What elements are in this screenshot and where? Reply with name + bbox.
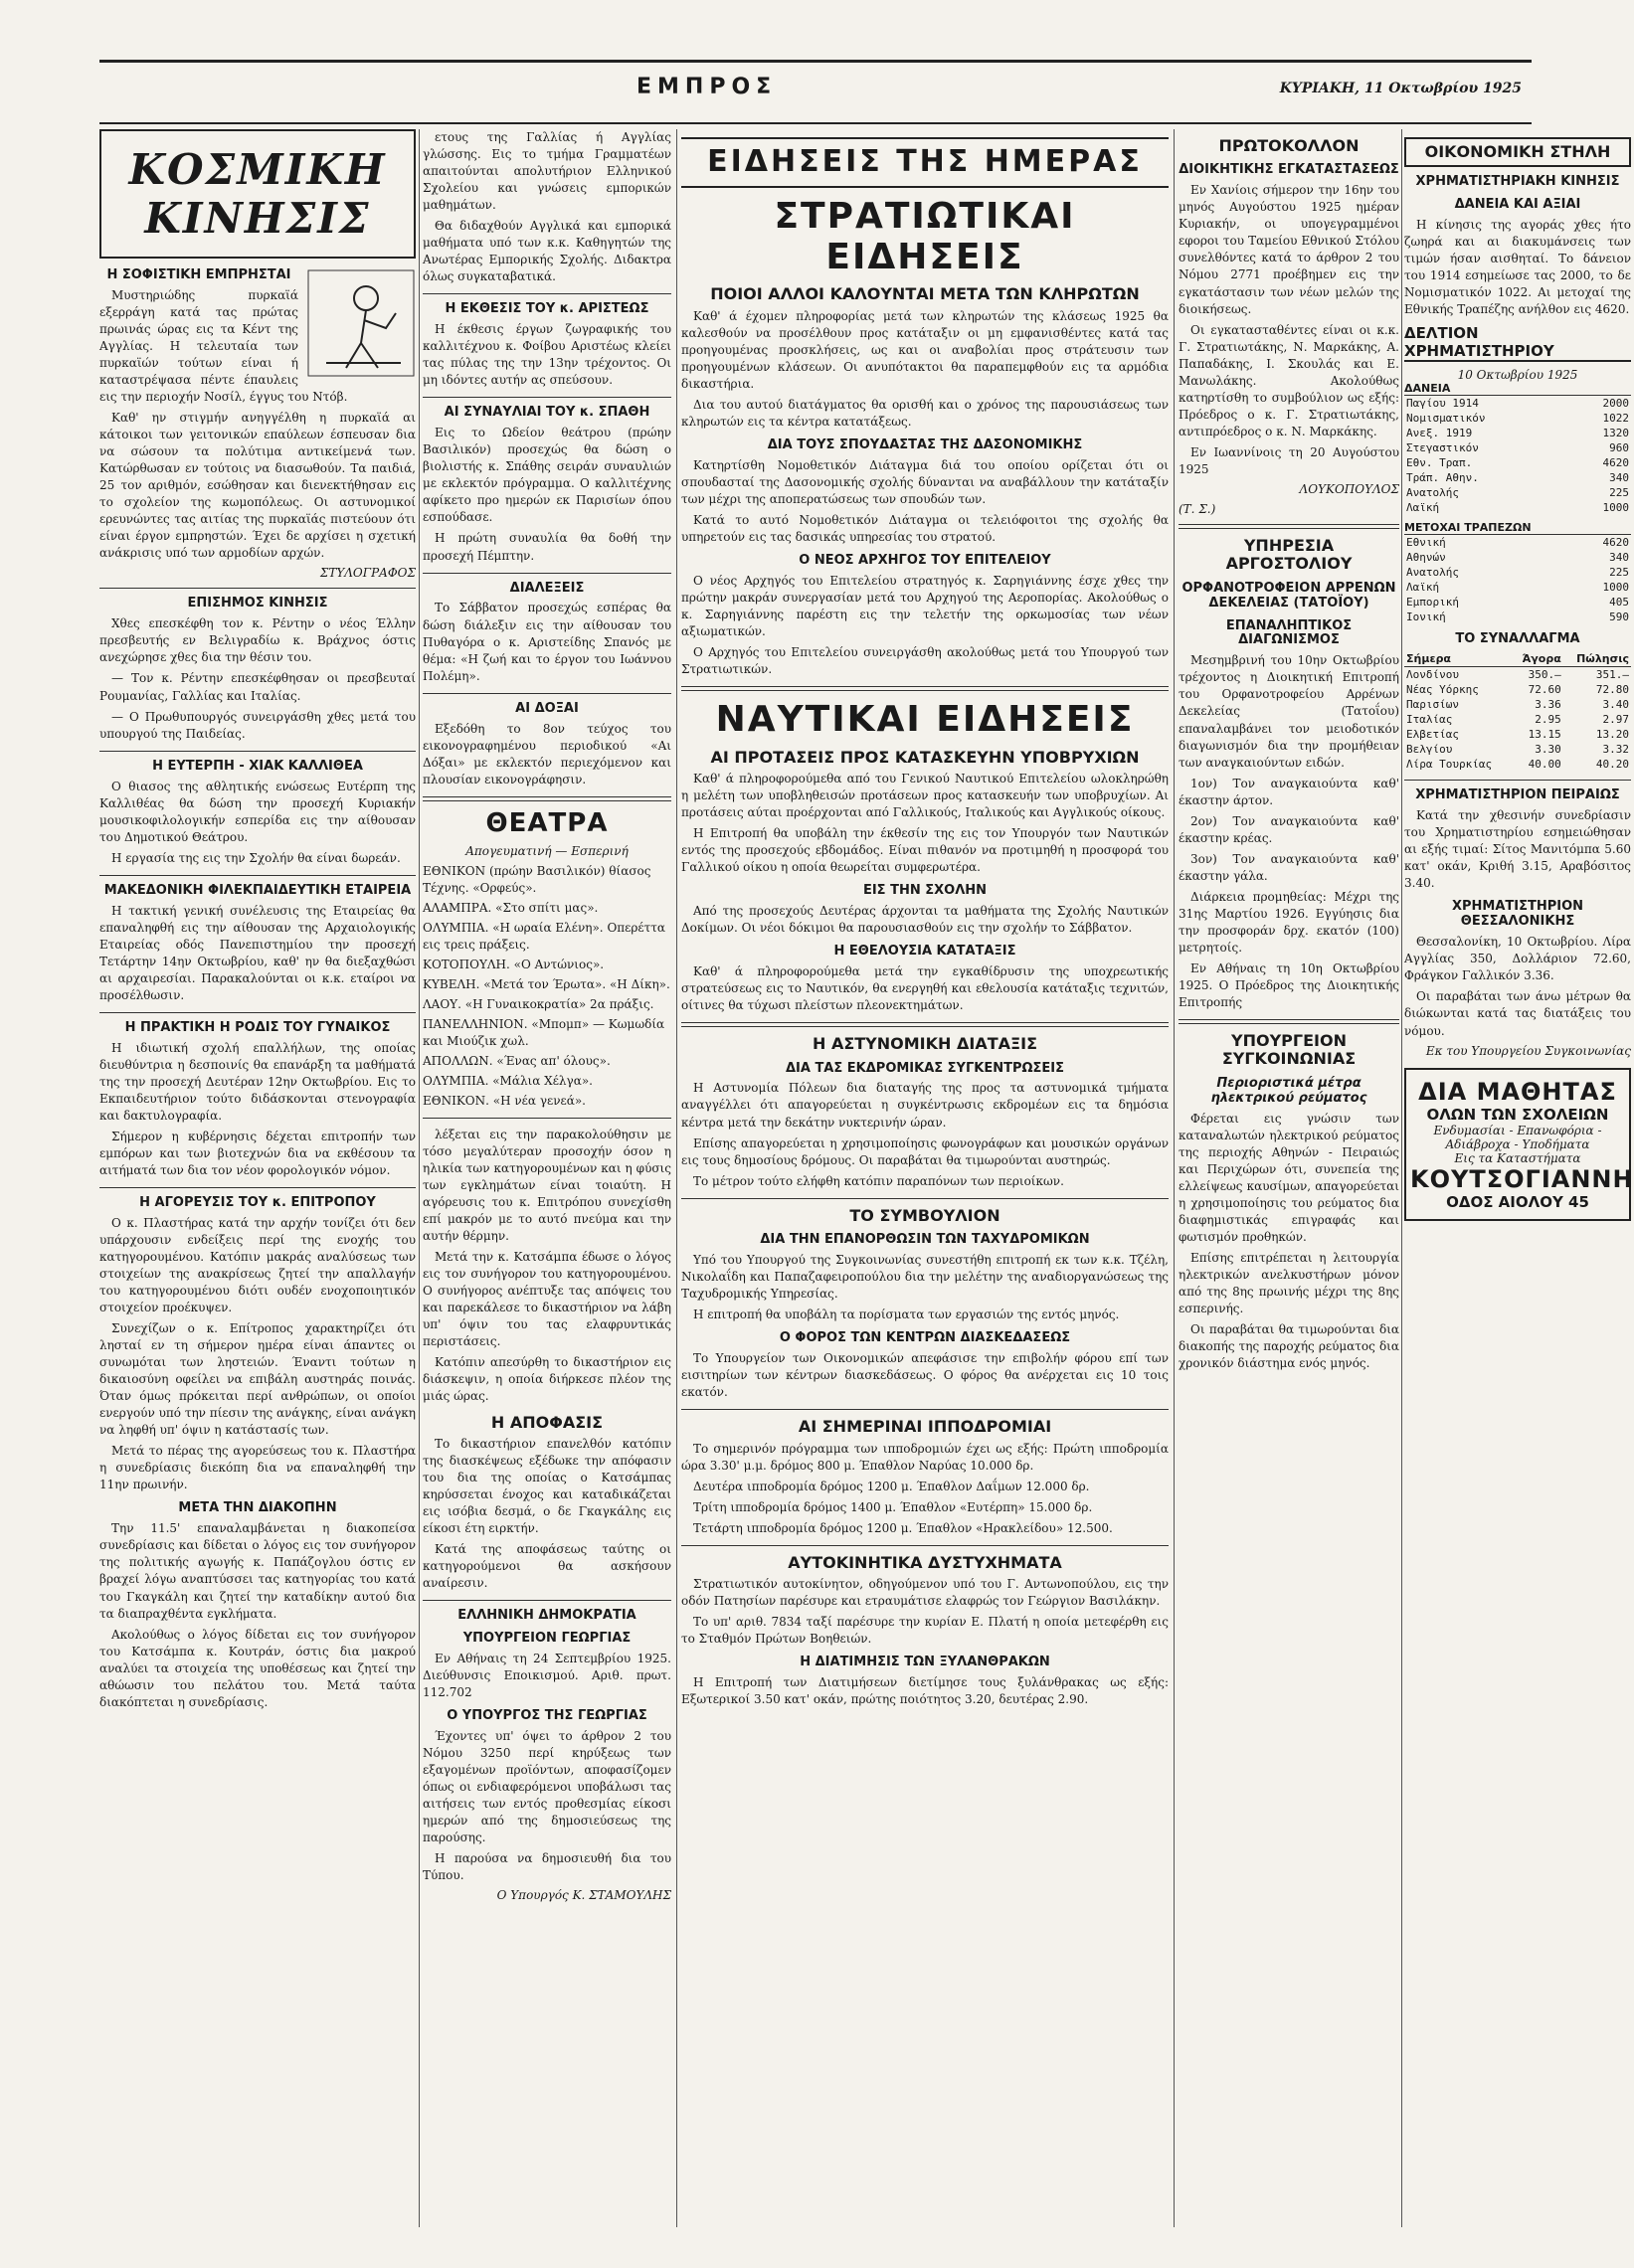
ad-brand: ΚΟΥΤΣΟΓΙΑΝΝΗ xyxy=(1410,1164,1634,1193)
headline: ΔΙΑ ΤΟΥΣ ΣΠΟΥΔΑΣΤΑΣ ΤΗΣ ΔΑΣΟΝΟΜΙΚΗΣ xyxy=(767,436,1083,452)
table-cell: Ιονική xyxy=(1406,611,1446,624)
subheadline: ΑΙ ΠΡΟΤΑΣΕΙΣ ΠΡΟΣ ΚΑΤΑΣΚΕΥΗΝ ΥΠΟΒΡΥΧΙΩΝ xyxy=(710,747,1140,767)
paragraph: Οι παραβάται θα τιμωρούνται δια διακοπής της παροχής ρεύματος δια χρονικόν διάστημα ενός μηνός. xyxy=(1179,1322,1399,1371)
table-cell: 13.20 xyxy=(1595,728,1629,742)
table-cell: Λαϊκή xyxy=(1406,581,1440,595)
divider xyxy=(99,588,416,589)
paragraph: Επίσης απαγορεύεται η χρησιμοποίησις φωνογράφων και μουσικών οργάνων εις τους δημοσίους δρόμους. Οι παραβάται θα τιμωρούνται αυστηρώς. xyxy=(681,1135,1169,1167)
paragraph: Φέρεται εις γνώσιν των καταναλωτών ηλεκτρικού ρεύματος της περιοχής Αθηνών - Πειραιώς και Περιχώρων ότι, συνεπεία της ελλείψεως καυσίμων, απαγορεύεται η χρησιμοποίησις του ρεύματος δια διαφημιστικάς επιγραφάς και φωτισμόν προθηκών. xyxy=(1179,1111,1399,1244)
paragraph: Διάρκεια προμηθείας: Μέχρι της 31ης Μαρτίου 1926. Εγγύησις δια την προσφοράν δρχ. εκατόν (100) μετρητοίς. xyxy=(1179,889,1399,955)
paragraph: Κατηρτίσθη Νομοθετικόν Διάταγμα διά του οποίου ορίζεται ότι οι σπουδασταί της Δασονομικής σχολής δύνανται να αναβάλλουν την κατάταξίν των μέχρι της αποπερατώσεως των σπουδών των. xyxy=(681,457,1169,506)
paragraph: Μετά το πέρας της αγορεύσεως του κ. Πλαστήρα η συνεδρίασις διεκόπη δια να επαναληφθή την 11ην πρωινήν. xyxy=(99,1444,416,1492)
divider xyxy=(681,1545,1169,1546)
table-cell: Παρισίων xyxy=(1406,698,1459,712)
seal-mark: (Τ. Σ.) xyxy=(1179,501,1216,516)
notice-heading: ΕΛΛΗΝΙΚΗ ΔΗΜΟΚΡΑΤΙΑ xyxy=(457,1608,636,1624)
table-cell: 3.36 xyxy=(1535,698,1561,712)
divider xyxy=(423,1118,671,1119)
notice-subheading: ΥΠΟΥΡΓΕΙΟΝ ΓΕΩΡΓΙΑΣ xyxy=(462,1631,632,1647)
divider xyxy=(1404,780,1631,781)
paragraph: Εν Αθήναις τη 10η Οκτωβρίου 1925. Ο Πρόεδρος της Διοικητικής Επιτροπής xyxy=(1179,960,1399,1009)
headline: ΕΠΙΣΗΜΟΣ ΚΙΝΗΣΙΣ xyxy=(187,596,328,611)
headline: ΧΡΗΜΑΤΙΣΤΗΡΙΟΝ ΠΕΙΡΑΙΩΣ xyxy=(1415,787,1620,803)
paragraph: 1ον) Τον αναγκαιούντα καθ' έκαστην άρτον. xyxy=(1179,776,1399,807)
divider xyxy=(423,293,671,294)
theatre-listing: ΛΑΟΥ. «Η Γυναικοκρατία» 2α πράξις. xyxy=(423,996,654,1011)
divider xyxy=(681,1022,1169,1027)
table-heading: ΜΕΤΟΧΑΙ ΤΡΑΠΕΖΩΝ xyxy=(1404,521,1631,535)
shares-table xyxy=(1404,535,1631,624)
table-cell: Νέας Υόρκης xyxy=(1406,683,1479,697)
headline: ΔΙΑΛΕΞΕΙΣ xyxy=(509,580,585,596)
paragraph: Η πρώτη συναυλία θα δοθή την προσεχή Πέμπτην. xyxy=(423,531,671,563)
paragraph: Εξεδόθη το 8ον τεύχος του εικονογραφημένου περιοδικού «Αι Δόξαι» με εκλεκτόν περιεχόμενον και πλουσίαν εικονογράφησιν. xyxy=(423,721,671,786)
paragraph: Το δικαστήριον επανελθόν κατόπιν της διασκέψεως εξέδωκε την απόφασιν του δια της οποίας ο Κατσάμπας κηρύσσεται ένοχος και καταδικάζεται εις ισόβια δεσμά, ο δε Γκαγκάλης εις είκοσι έτη ειρκτήν. xyxy=(423,1436,671,1536)
table-cell: Ανεξ. 1919 xyxy=(1406,427,1473,440)
paragraph: 3ον) Τον αναγκαιούντα καθ' έκαστην γάλα. xyxy=(1179,851,1399,883)
headline: ΠΡΩΤΟΚΟΛΛΟΝ xyxy=(1218,136,1360,155)
column-news xyxy=(681,129,1169,2227)
table-row xyxy=(1404,667,1631,683)
table-row xyxy=(1404,396,1631,411)
column-rule xyxy=(1401,129,1402,2227)
table-cell: 40.20 xyxy=(1595,758,1629,772)
subheadline: ΠΟΙΟΙ ΑΛΛΟΙ ΚΑΛΟΥΝΤΑΙ ΜΕΤΑ ΤΩΝ ΚΛΗΡΩΤΩΝ xyxy=(710,284,1140,304)
table-cell: Εθν. Τραπ. xyxy=(1406,456,1473,470)
column-rule xyxy=(676,129,677,2227)
column-rule xyxy=(419,129,420,2227)
headline: ΜΑΚΕΔΟΝΙΚΗ ΦΙΛΕΚΠΑΙΔΕΥΤΙΚΗ ΕΤΑΙΡΕΙΑ xyxy=(103,882,412,898)
table-cell: 3.32 xyxy=(1602,743,1629,757)
subheadline: ΔΑΝΕΙΑ ΚΑΙ ΑΞΙΑΙ xyxy=(1454,197,1581,213)
paragraph: Δια του αυτού διατάγματος θα ορισθή και ο χρόνος της παρουσιάσεως των κληρωτών εις τα κέντρα κατατάξεως. xyxy=(681,397,1169,429)
theatre-listing: ΟΛΥΜΠΙΑ. «Μάλια Χέλγα». xyxy=(423,1073,593,1088)
table-cell: Αθηνών xyxy=(1406,551,1446,565)
paragraph: Η Επιτροπή των Διατιμήσεων διετίμησε τους ξυλάνθρακας ως εξής: Εξωτερικοί 3.50 κατ' οκάν, πρώτης ποιότητος 3.20, δευτέρας 2.90. xyxy=(681,1675,1169,1707)
table-row xyxy=(1404,610,1631,624)
paragraph: λέξεται εις την παρακολούθησιν με τόσο μεγαλύτεραν προσοχήν όσον η ηλικία των κατηγορουμένων και η φύσις των εγκλημάτων είναι τοιαύτη. Η αγόρευσις του κ. Επιτρόπου συνεχίσθη επί μακρόν με το αυτό πνεύμα και την αυτήν θέρμην. xyxy=(423,1128,671,1244)
paragraph: Τρίτη ιπποδρομία δρόμος 1400 μ. Έπαθλον «Ευτέρπη» 15.000 δρ. xyxy=(693,1499,1093,1514)
table-row xyxy=(1404,500,1631,515)
theatre-intro: Απογευματινή — Εσπερινή xyxy=(465,843,629,858)
divider xyxy=(681,1409,1169,1410)
theatre-listing: ΟΛΥΜΠΙΑ. «Η ωραία Ελένη». Οπερέττα εις τρεις πράξεις. xyxy=(423,920,666,952)
table-cell: 1000 xyxy=(1602,581,1629,595)
headline: Η ΣΟΦΙΣΤΙΚΗ ΕΜΠΡΗΣΤΑΙ xyxy=(106,267,291,282)
table-cell: Ανατολής xyxy=(1406,566,1459,580)
paragraph: Θα διδαχθούν Αγγλικά και εμπορικά μαθήματα υπό των κ.κ. Καθηγητών της Ανωτέρας Εμπορικής Σχολής. Διδακτρα όλως συγκαταβατικά. xyxy=(423,219,671,284)
paragraph: Εν Ιωαννίνοις τη 20 Αυγούστου 1925 xyxy=(1179,444,1399,476)
table-cell: Τράπ. Αθην. xyxy=(1406,471,1479,485)
signature: ΣΤΥΛΟΓΡΑΦΟΣ xyxy=(319,566,416,581)
paragraph: Το μέτρον τούτο ελήφθη κατόπιν παραπόνων των περιοίκων. xyxy=(693,1173,1064,1188)
table-cell: 2.95 xyxy=(1535,713,1561,727)
bulletin-date: 10 Οκτωβρίου 1925 xyxy=(1457,368,1578,383)
divider xyxy=(1179,524,1399,529)
table-cell: 340 xyxy=(1609,471,1629,485)
ad-text: Εις τα Καταστήματα xyxy=(1454,1150,1581,1165)
woman-figure-icon xyxy=(306,268,416,378)
paragraph: Καθ' ά πληροφορούμεθα μετά την εγκαθίδρυσιν της υποχρεωτικής στρατεύσεως εις το Ναυτικόν, θα ενεργηθή και εθελουσία κατάταξις τεχνιτών, οίτινες θα τύχωσι πλείστων πλεονεκτημάτων. xyxy=(681,964,1169,1013)
paragraph: Ο κ. Πλαστήρας κατά την αρχήν τονίζει ότι δεν υπάρχουσιν ενδείξεις περί της ενοχής του κατηγορουμένου. Κατόπιν μακράς αναλύσεως των στοιχείων της ανακρίσεως ζητεί την απαλλαγήν του κατηγορουμένου διότι ουδέν ενοχοποιητικόν στοιχείον προέκυψεν. xyxy=(99,1215,416,1315)
theatre-listing: ΚΟΤΟΠΟΥΛΗ. «Ο Αντώνιος». xyxy=(423,957,605,971)
headline: ΑΙ ΔΟΞΑΙ xyxy=(515,700,579,716)
paragraph: Εις το Ωδείον θεάτρου (πρώην Βασιλικόν) προσεχώς θα δώση ο βιολιστής κ. Σπάθης σειράν συναυλιών με εκλεκτόν πρόγραμμα. Ο καλλιτέχνης αφίκετο προ ημερών εκ Παρισίων όπου εσπούδασε. xyxy=(423,426,671,525)
paragraph: Η επιτροπή θα υποβάλη τα πορίσματα των εργασιών της εντός μηνός. xyxy=(693,1308,1120,1322)
table-row xyxy=(1404,727,1631,742)
paragraph: Καθ' ά έχομεν πληροφορίας μετά των κληρωτών της κλάσεως 1925 θα καλεσθούν να προσέλθουν προς κατάταξιν οι μη εμφανισθέντες κατά τας προηγουμένας προσκλήσεις, ως και οι αναβολίαι προς στράτευσιν των προηγουμένων κλάσεων. Οι ανυπότακτοι θα παραπεμφθούν εις τα αρμόδια δικαστήρια. xyxy=(681,308,1169,391)
theatre-listing: ΠΑΝΕΛΛΗΝΙΟΝ. «Μπομπ» — Κωμωδία και Μιούζικ χωλ. xyxy=(423,1016,665,1048)
table-cell: 350.— xyxy=(1528,668,1561,682)
divider xyxy=(681,1198,1169,1199)
headline: ΕΙΣ ΤΗΝ ΣΧΟΛΗΝ xyxy=(862,883,988,899)
table-row xyxy=(1404,535,1631,550)
table-row xyxy=(1404,455,1631,470)
divider xyxy=(99,1187,416,1188)
theatre-listing: ΑΠΟΛΛΩΝ. «Ένας απ' όλους». xyxy=(423,1053,611,1068)
subheadline: ΔΙΟΙΚΗΤΙΚΗΣ ΕΓΚΑΤΑΣΤΑΣΕΩΣ xyxy=(1179,162,1399,178)
table-cell: 590 xyxy=(1609,611,1629,624)
headline: ΑΙ ΣΥΝΑΥΛΙΑΙ ΤΟΥ κ. ΣΠΑΘΗ xyxy=(444,405,650,421)
exchange-table xyxy=(1404,651,1631,772)
signature: Εκ του Υπουργείου Συγκοινωνίας xyxy=(1425,1043,1631,1058)
theatre-listing: ΑΛΑΜΠΡΑ. «Στο σπίτι μας». xyxy=(423,900,599,915)
paragraph: Οι εγκατασταθέντες είναι οι κ.κ. Γ. Στρατιωτάκης, Ν. Μαρκάκης, Α. Παπαδάκης, Ι. Σκουλάς και Ε. Μανωλάκης. Ακολούθως κατηρτίσθη το συμβούλιον ως εξής: Πρόεδρος ο κ. Γ. Στρατιωτάκης, αντιπρόεδρος ο κ. Ν. Μαρκάκης. xyxy=(1179,322,1399,438)
bulletin-heading xyxy=(1404,324,1631,362)
paragraph: ετους της Γαλλίας ή Αγγλίας γλώσσης. Εις το τμήμα Γραμματέων απαιτούνται απολυτήριον Ελληνικού Σχολείου και γνώσεις εμπορικών μαθημάτων. xyxy=(423,130,671,213)
paragraph: Ο θιασος της αθλητικής ενώσεως Ευτέρπη της Καλλιθέας θα δώση την προσεχή Κυριακήν μουσικοφιλολογικήν εσπερίδα εις την αίθουσαν του Δημοτικού Θεάτρου. xyxy=(99,779,416,844)
table-row xyxy=(1404,411,1631,426)
signature: Ο Υπουργός Κ. ΣΤΑΜΟΥΛΗΣ xyxy=(496,1888,671,1903)
divider xyxy=(423,573,671,574)
theatre-listing: ΕΘΝΙΚΟΝ (πρώην Βασιλικόν) θίασος Τέχνης. «Ορφεύς». xyxy=(423,863,651,895)
ad-text: Ενδυμασίαι - Επανωφόρια - Αδιάβροχα - Υποδήματα xyxy=(1433,1123,1602,1151)
column-finance xyxy=(1404,129,1634,2227)
loans-table xyxy=(1404,396,1631,515)
headline: Η ΕΚΘΕΣΙΣ ΤΟΥ κ. ΑΡΙΣΤΕΩΣ xyxy=(445,301,649,317)
subheadline: ΔΙΑ ΤΑΣ ΕΚΔΡΟΜΙΚΑΣ ΣΥΓΚΕΝΤΡΩΣΕΙΣ xyxy=(785,1060,1065,1076)
divider xyxy=(99,875,416,876)
paragraph: Εν Αθήναις τη 24 Σεπτεμβρίου 1925. Διεύθυνσις Εποικισμού. Αριθ. πρωτ. 112.702 xyxy=(423,1652,671,1700)
table-cell: 1022 xyxy=(1602,412,1629,426)
paragraph: Μετά την κ. Κατσάμπα έδωσε ο λόγος εις τον συνήγορον του κατηγορουμένου. Ο συνήγορος ανέπτυξε τας απόψεις του και παρεκάλεσε το δικαστήριον να λάβη υπ' όψιν του τας ελαφρυντικάς περιστάσεις. xyxy=(423,1250,671,1349)
table-cell: 40.00 xyxy=(1528,758,1561,772)
paragraph: Την 11.5' επαναλαμβάνεται η διακοπείσα συνεδρίασις και δίδεται ο λόγος εις τον συνήγορον της πολιτικής αγωγής κ. Παπάζογλου όστις εν βραχεί λόγω αναπτύσσει τας κατηγορίας του κατά του Γκαγκάλη και ζητεί την καταδίκην αυτού δια τα διαπραχθέντα εγκλήματα. xyxy=(99,1521,416,1621)
paragraph: Από της προσεχούς Δευτέρας άρχονται τα μαθήματα της Σχολής Ναυτικών Δοκίμων. Οι νέοι δόκιμοι θα παρουσιασθούν εις την σχολήν το Σάββατον. xyxy=(681,904,1169,936)
paragraph: Το υπ' αριθ. 7834 ταξί παρέσυρε την κυρίαν Ε. Πλατή η οποία μετεφέρθη εις το Σταθμόν Πρώτων Βοηθειών. xyxy=(681,1615,1169,1647)
paragraph: Το Υπουργείον των Οικονομικών απεφάσισε την επιβολήν φόρου επί των εισιτηρίων των κέντρων διασκεδάσεως. Ο φόρος θα ανέρχεται εις 10 τοις εκατόν. xyxy=(681,1351,1169,1400)
headline: Η ΕΥΤΕΡΠΗ - ΧΙΑΚ ΚΑΛΛΙΘΕΑ xyxy=(152,758,363,774)
paragraph: Υπό του Υπουργού της Συγκοινωνίας συνεστήθη επιτροπή εκ των κ.κ. Τζέλη, Νικολαΐδη και Παπαζαφειροπούλου δια την μελέτην της αναδιοργανώσεως της Ταχυδρομικής Υπηρεσίας. xyxy=(681,1252,1169,1302)
headline: Ο ΦΟΡΟΣ ΤΩΝ ΚΕΝΤΡΩΝ ΔΙΑΣΚΕΔΑΣΕΩΣ xyxy=(779,1330,1071,1346)
headline: ΥΠΟΥΡΓΕΙΟΝ ΣΥΓΚΟΙΝΩΝΙΑΣ xyxy=(1221,1031,1357,1069)
ad-address: ΟΔΟΣ ΑΙΟΛΟΥ 45 xyxy=(1446,1192,1589,1211)
table-cell: 13.15 xyxy=(1528,728,1561,742)
headline: ΜΕΤΑ ΤΗΝ ΔΙΑΚΟΠΗΝ xyxy=(178,1500,337,1516)
table-cell: 960 xyxy=(1609,441,1629,455)
paragraph: Θεσσαλονίκη, 10 Οκτωβρίου. Λίρα Αγγλίας 350, Δολλάριον 72.60, Φράγκον Γαλλικόν 3.36. xyxy=(1404,935,1631,983)
table-row xyxy=(1404,697,1631,712)
paragraph: Σήμερον η κυβέρνησις δέχεται επιτροπήν των εμπόρων και των βιοτεχνών δια να εκθέσουν τα αιτήματά των δια τον νέον φορολογικόν νόμον. xyxy=(99,1129,416,1177)
paragraph: Η έκθεσις έργων ζωγραφικής του καλλιτέχνου κ. Φοίβου Αριστέως κλείει τας πύλας της την 13ην τρέχοντος. Οι μη ιδόντες αυτήν ας σπεύσουν. xyxy=(423,322,671,388)
table-cell: 72.60 xyxy=(1528,683,1561,697)
paragraph: Κατόπιν απεσύρθη το δικαστήριον εις διάσκεψιν, η οποία διήρκεσε πλέον της μιάς ώρας. xyxy=(423,1355,671,1404)
subheadline: ΕΠΑΝΑΛΗΠΤΙΚΟΣ ΔΙΑΓΩΝΙΣΜΟΣ xyxy=(1225,617,1353,648)
paragraph: Το Σάββατον προσεχώς εσπέρας θα δώση διάλεξιν εις την αίθουσαν του Πυθαγόρα ο κ. Αριστείδης Σπανός με θέμα: «Η ζωή και το έργον του Ιωάννου Πολέμη». xyxy=(423,601,671,683)
headline: ΥΠΗΡΕΣΙΑ ΑΡΓΟΣΤΟΛΙΟΥ xyxy=(1225,535,1353,574)
advertisement xyxy=(1404,1068,1634,1221)
signature: ΛΟΥΚΟΠΟΥΛΟΣ xyxy=(1299,481,1399,496)
paragraph: Κατά την χθεσινήν συνεδρίασιν του Χρηματιστηρίου εσημειώθησαν αι εξής τιμαί: Σίτος Μανιτόμπα 5.60 κατ' οκάν, Κριθή 3.15, Αραβόσιτος 3.40. xyxy=(1404,808,1631,891)
paragraph: Μεσημβρινή του 10ην Οκτωβρίου τρέχοντος η Διοικητική Επιτροπή του Ορφανοτροφείου Αρρένων Δεκελείας (Τατοΐου) επαναλαμβάνει τον μειοδοτικόν διαγωνισμόν δια την προμήθειαν των αναγκαιούντων ειδών. xyxy=(1179,653,1399,770)
paragraph: Η Αστυνομία Πόλεων δια διαταγής της προς τα αστυνομικά τμήματα αναγγέλλει ότι απαγορεύεται η συγκέντρωσις εκδρομέων εις τα δημόσια κέντρα μετά την δεκάτην νυκτερινήν ώραν. xyxy=(681,1081,1169,1130)
table-cell: Εμπορική xyxy=(1406,596,1459,610)
paragraph: Η τακτική γενική συνέλευσις της Εταιρείας θα επαναληφθή εις την αίθουσαν της Αρχαιολογικής Εταιρείας οδός Πανεπιστημίου την προσεχή Τετάρτην 14ην Οκτωβρίου, καθ' ην θα διεξαχθώσι αι αρχαιρεσίαι. Παρακαλούνται οι κ.κ. εταίροι να προσέλθωσιν. xyxy=(99,903,416,1002)
table-cell: Ανατολής xyxy=(1406,486,1459,500)
ad-subheadline: ΟΛΩΝ ΤΩΝ ΣΧΟΛΕΙΩΝ xyxy=(1426,1105,1609,1124)
paragraph: Ο νέος Αρχηγός του Επιτελείου στρατηγός κ. Σαρηγιάννης έσχε χθες την πρώτην μακράν συνεργασίαν μετά του Αρχηγού της Αεροπορίας. Ακολούθως ο κ. Σαρηγιάννης παρέστη εις την τελετήν της ορκωμοσίας των νέων αξιωματικών. xyxy=(681,573,1169,639)
paragraph: Τετάρτη ιπποδρομία δρόμος 1200 μ. Έπαθλον «Ηρακλείδου» 12.500. xyxy=(693,1520,1113,1535)
paragraph: 2ον) Τον αναγκαιούντα καθ' έκαστην κρέας. xyxy=(1179,813,1399,845)
ad-headline: ΔΙΑ ΜΑΘΗΤΑΣ xyxy=(1418,1077,1617,1106)
paragraph: Η εργασία της εις την Σχολήν θα είναι δωρεάν. xyxy=(111,850,401,865)
divider xyxy=(99,751,416,752)
column-notices xyxy=(1179,129,1399,2227)
table-heading: ΤΟ ΣΥΝΑΛΛΑΓΜΑ xyxy=(1455,631,1580,647)
paragraph: Χθες επεσκέφθη τον κ. Ρέντην ο νέος Έλλην πρεσβευτής εν Βελιγραδίω κ. Βράχνος όστις ανεχώρησε χθες δια την θέσιν του. xyxy=(99,616,416,665)
paragraph: — Ο Πρωθυπουργός συνειργάσθη χθες μετά του υπουργού της Παιδείας. xyxy=(99,709,416,741)
subheadline: ΧΡΗΜΑΤΙΣΤΗΡΙΑΚΗ ΚΙΝΗΣΙΣ xyxy=(1415,174,1620,190)
paragraph: Συνεχίζων ο κ. Επίτροπος χαρακτηρίζει ότι λησταί εν τη σήμερον ημέρα είναι άπαντες οι συνωμόται των ληστειών. Έναντι τούτων η δικαιοσύνη οφείλει να επιβάλη αυστηράς ποινάς. Όταν όμως πρόκειται περί ανθρώπων, οι οποίοι ενεργούν υπό την πίεσιν της ανάγκης, είναι ανάγκη να ληφθή υπ' όψιν η κατάστασίς των. xyxy=(99,1321,416,1438)
paragraph: Μυστηριώδης πυρκαϊά εξερράγη κατά τας πρώτας πρωινάς ώρας εις τα Κέντ της Αγγλίας. Η τελευταία των πυρκαϊών τούτων είναι ή καταστρέψασα πέντε έπαυλεις εις την περιοχήν Νοσίλ, έγγυς του Ντόβ. xyxy=(99,287,348,405)
paragraph: Στρατιωτικόν αυτοκίνητον, οδηγούμενον υπό του Γ. Αντωνοπούλου, εις την οδόν Πατησίων παρέσυρε και ετραυμάτισε ελαφρώς τον Γεώργιον Βασιλάκην. xyxy=(681,1577,1169,1609)
table-cell: 340 xyxy=(1609,551,1629,565)
paper-name: ΕΜΠΡΟΣ xyxy=(636,75,778,99)
table-row xyxy=(1404,580,1631,595)
divider xyxy=(423,796,671,801)
headline: ΧΡΗΜΑΤΙΣΤΗΡΙΟΝ ΘΕΣΣΑΛΟΝΙΚΗΣ xyxy=(1451,899,1584,930)
table-row xyxy=(1404,742,1631,757)
headline: Η ΑΣΤΥΝΟΜΙΚΗ ΔΙΑΤΑΞΙΣ xyxy=(812,1034,1037,1054)
table-cell: 351.— xyxy=(1595,668,1629,682)
divider xyxy=(681,686,1169,691)
table-row xyxy=(1404,595,1631,610)
divider xyxy=(423,693,671,694)
theatre-heading: ΘΕΑΤΡΑ xyxy=(485,807,609,838)
subheadline: ΔΙΑ ΤΗΝ ΕΠΑΝΟΡΘΩΣΙΝ ΤΩΝ ΤΑΧΥΔΡΟΜΙΚΩΝ xyxy=(760,1232,1090,1248)
table-cell: Παγίου 1914 xyxy=(1406,397,1479,411)
column-rule xyxy=(1174,129,1175,2227)
bulletin-title: ΔΕΛΤΙΟΝ ΧΡΗΜΑΤΙΣΤΗΡΙΟΥ xyxy=(1404,324,1554,361)
headline: ΑΙ ΣΗΜΕΡΙΝΑΙ ΙΠΠΟΔΡΟΜΙΑΙ xyxy=(798,1417,1052,1437)
table-row xyxy=(1404,440,1631,455)
table-cell: Στεγαστικόν xyxy=(1406,441,1479,455)
table-cell: Ελβετίας xyxy=(1406,728,1459,742)
paragraph: Το σημερινόν πρόγραμμα των ιπποδρομιών έχει ως εξής: Πρώτη ιπποδρομία ώρα 3.30' μ.μ. δρόμος 800 μ. Έπαθλον Ναρύας 10.000 δρ. xyxy=(681,1441,1169,1473)
subheadline: Περιοριστικά μέτρα ηλεκτρικού ρεύματος xyxy=(1210,1075,1367,1106)
table-cell: 2000 xyxy=(1602,397,1629,411)
theatre-listing: ΚΥΒΕΛΗ. «Μετά τον Έρωτα». «Η Δίκη». xyxy=(423,976,670,991)
divider xyxy=(423,397,671,398)
column-culture xyxy=(423,129,671,2227)
table-cell: 1000 xyxy=(1602,501,1629,515)
finance-banner: ΟΙΚΟΝΟΜΙΚΗ ΣΤΗΛΗ xyxy=(1404,137,1631,167)
newspaper-page xyxy=(99,60,1634,2237)
table-cell: 3.30 xyxy=(1535,743,1561,757)
table-cell: Βελγίου xyxy=(1406,743,1453,757)
table-cell: Νομισματικόν xyxy=(1406,412,1486,426)
headline: ΣΤΡΑΤΙΩΤΙΚΑΙ ΕΙΔΗΣΕΙΣ xyxy=(774,195,1076,277)
table-row xyxy=(1404,470,1631,485)
paragraph: Έχοντες υπ' όψει το άρθρον 2 του Νόμου 3250 περί κηρύξεως των εξαγομένων προϊόντων, αποφασίζομεν όπως οι ενδιαφερόμενοι υποβάλωσι τας αιτήσεις των εντός προθεσμίας είκοσι ημερών από της δημοσιεύσεως της παρούσης. xyxy=(423,1729,671,1845)
headline: Η ΕΘΕΛΟΥΣΙΑ ΚΑΤΑΤΑΞΙΣ xyxy=(833,944,1016,960)
headline: Ο ΝΕΟΣ ΑΡΧΗΓΟΣ ΤΟΥ ΕΠΙΤΕΛΕΙΟΥ xyxy=(799,552,1051,568)
theatre-listing: ΕΘΝΙΚΟΝ. «Η νέα γενεά». xyxy=(423,1093,586,1108)
paragraph: Επίσης επιτρέπεται η λειτουργία ηλεκτρικών ανελκυστήρων μόνον από της 8ης πρωινής μέχρι της 8ης εσπερινής. xyxy=(1179,1250,1399,1316)
headline: Η ΑΠΟΦΑΣΙΣ xyxy=(490,1412,604,1432)
table-cell: 225 xyxy=(1609,566,1629,580)
table-cell: 4620 xyxy=(1602,456,1629,470)
table-row xyxy=(1404,682,1631,697)
paragraph: Καθ' ην στιγμήν ανηγγέλθη η πυρκαϊά αι κάτοικοι των γειτονικών επαύλεων έσπευσαν δια να σώσουν τα πολύτιμα αντικείμενά των. Κατώρθωσαν εν τούτοις να διασωθούν. Τα παιδιά, 25 τον αριθμόν, εσώθησαν και διενεκτήθησαν εις το σχολείον της κωμοπόλεως. Οι αστυνομικοί ερευνώντες τας αιτίας της πυρκαϊάς πιστεύουν ότι είναι έργον εμπρηστών. Έχει δε αρχίσει η σχετική ανάκρισις υπό των αρμοδίων αρχών. xyxy=(99,411,416,561)
paragraph: Εν Χανίοις σήμερον την 16ην του μηνός Αυγούστου 1925 ημέραν Κυριακήν, οι υπογεγραμμένοι εφοροι του Ταμείου Εθνικού Στόλου συνελθόντες κατά το άρθρον 2 του Νόμου 2771 προέβημεν εις την εγκατάστασιν των νέων μελών της διοικήσεως. xyxy=(1179,183,1399,316)
table-cell: Λίρα Τουρκίας xyxy=(1406,758,1493,772)
table-cell: 2.97 xyxy=(1602,713,1629,727)
paragraph: — Τον κ. Ρέντην επεσκέφθησαν οι πρεσβευταί Ρουμανίας, Γαλλίας και Ιταλίας. xyxy=(99,671,416,703)
headline: Η ΑΓΟΡΕΥΣΙΣ ΤΟΥ κ. ΕΠΙΤΡΟΠΟΥ xyxy=(139,1195,376,1210)
table-cell: 225 xyxy=(1609,486,1629,500)
table-row xyxy=(1404,565,1631,580)
paragraph: Κατά της αποφάσεως ταύτης οι κατηγορούμενοι θα ασκήσουν αναίρεσιν. xyxy=(423,1542,671,1591)
headline: ΝΑΥΤΙΚΑΙ ΕΙΔΗΣΕΙΣ xyxy=(715,699,1135,741)
table-cell: 3.40 xyxy=(1602,698,1629,712)
table-row xyxy=(1404,757,1631,772)
paragraph: Η Επιτροπή θα υποβάλη την έκθεσίν της εις τον Υπουργόν των Ναυτικών εντός της προσεχούς εβδομάδος. Είναι πιθανόν να προτιμηθή η προσφορά του Γαλλικού οίκου η οποία θεωρείται συμφερωτέρα. xyxy=(681,825,1169,875)
table-cell: 405 xyxy=(1609,596,1629,610)
paragraph: Κατά το αυτό Νομοθετικόν Διάταγμα οι τελειόφοιτοι της σχολής θα υπηρετούν εις τας δασικάς υπηρεσίας του στρατού. xyxy=(681,512,1169,544)
column-social xyxy=(99,129,416,2227)
table-row xyxy=(1404,550,1631,565)
paragraph: Η ιδιωτική σχολή επαλλήλων, της οποίας διευθύντρια η δεσποινίς θα επανάρξη τα μαθήματά της την προσεχή Δευτέραν 12ην Οκτωβρίου. Εις το Εκπαιδευτήριον τούτο διδάσκονται στενογραφία και δακτυλογραφία. xyxy=(99,1040,416,1123)
table-row xyxy=(1404,485,1631,500)
paragraph: Ακολούθως ο λόγος δίδεται εις τον συνήγορον του Κατσάμπα κ. Κουτράν, όστις δια μακρού αναλύει τα στοιχεία της υποθέσεως και ζητεί την αθώωσιν του πελάτου του. Μετά ταύτα διακόπτεται η συνεδρίασις. xyxy=(99,1627,416,1709)
table-row xyxy=(1404,426,1631,440)
table-heading: ΔΑΝΕΙΑ xyxy=(1404,382,1631,396)
social-banner: ΚΟΣΜΙΚΗ ΚΙΝΗΣΙΣ xyxy=(99,129,416,259)
paragraph: Οι παραβάται των άνω μέτρων θα διώκωνται κατά τας διατάξεις του νόμου. xyxy=(1404,989,1631,1038)
table-cell: Ιταλίας xyxy=(1406,713,1453,727)
divider xyxy=(423,1600,671,1601)
column-header: Σήμερα xyxy=(1404,651,1512,667)
news-banner: ΕΙΔΗΣΕΙΣ ΤΗΣ ΗΜΕΡΑΣ xyxy=(681,137,1169,188)
dateline: ΚΥΡΙΑΚΗ, 11 Οκτωβρίου 1925 xyxy=(1279,81,1522,96)
paragraph: Η παρούσα να δημοσιευθή δια του Τύπου. xyxy=(423,1851,671,1883)
table-cell: 4620 xyxy=(1602,536,1629,550)
paragraph: Καθ' ά πληροφορούμεθα από του Γενικού Ναυτικού Επιτελείου ωλοκληρώθη η μελέτη των υποβληθεισών προτάσεων προς κατασκευήν των υποβρυχίων. Αι προτάσεις αύται προέρχονται από Γαλλικούς, Ιταλικούς και Αγγλικούς οίκους. xyxy=(681,771,1169,819)
divider xyxy=(1179,1019,1399,1024)
paragraph: Ο Αρχηγός του Επιτελείου συνειργάσθη ακολούθως μετά του Υπουργού των Στρατιωτικών. xyxy=(681,645,1169,677)
notice-heading: Ο ΥΠΟΥΡΓΟΣ ΤΗΣ ΓΕΩΡΓΙΑΣ xyxy=(447,1708,647,1724)
table-cell: Λαϊκή xyxy=(1406,501,1440,515)
divider xyxy=(99,1012,416,1013)
table-cell: Λονδίνου xyxy=(1406,668,1459,682)
column-header: Άγορα xyxy=(1512,651,1563,667)
paragraph: Η κίνησις της αγοράς χθες ήτο ζωηρά και αι διακυμάνσεις των τιμών ήσαν αισθηταί. Το δάνειον του 1914 εσημείωσε τας 2000, το δε Νομισματικόν 1022. Αι μετοχαί της Εθνικής Τραπέζης ανήλθον εις 4620. xyxy=(1404,218,1631,317)
table-cell: Εθνική xyxy=(1406,536,1446,550)
headline: Η ΔΙΑΤΙΜΗΣΙΣ ΤΩΝ ΞΥΛΑΝΘΡΑΚΩΝ xyxy=(800,1655,1050,1670)
subheadline: ΟΡΦΑΝΟΤΡΟΦΕΙΟΝ ΑΡΡΕΝΩΝ ΔΕΚΕΛΕΙΑΣ (ΤΑΤΟΪΟΥ) xyxy=(1181,580,1396,611)
headline: ΤΟ ΣΥΜΒΟΥΛΙΟΝ xyxy=(849,1205,1000,1225)
headline: ΑΥΤΟΚΙΝΗΤΙΚΑ ΔΥΣΤΥΧΗΜΑΤΑ xyxy=(788,1552,1062,1572)
paragraph: Δευτέρα ιπποδρομία δρόμος 1200 μ. Έπαθλον Δαΐμων 12.000 δρ. xyxy=(693,1479,1090,1493)
headline: Η ΠΡΑΚΤΙΚΗ Η ΡΟΔΙΣ ΤΟΥ ΓΥΝΑΙΚΟΣ xyxy=(124,1019,391,1035)
masthead xyxy=(99,60,1532,124)
table-row xyxy=(1404,712,1631,727)
table-cell: 72.80 xyxy=(1595,683,1629,697)
table-cell: 1320 xyxy=(1602,427,1629,440)
column-header: Πώλησις xyxy=(1563,651,1631,667)
